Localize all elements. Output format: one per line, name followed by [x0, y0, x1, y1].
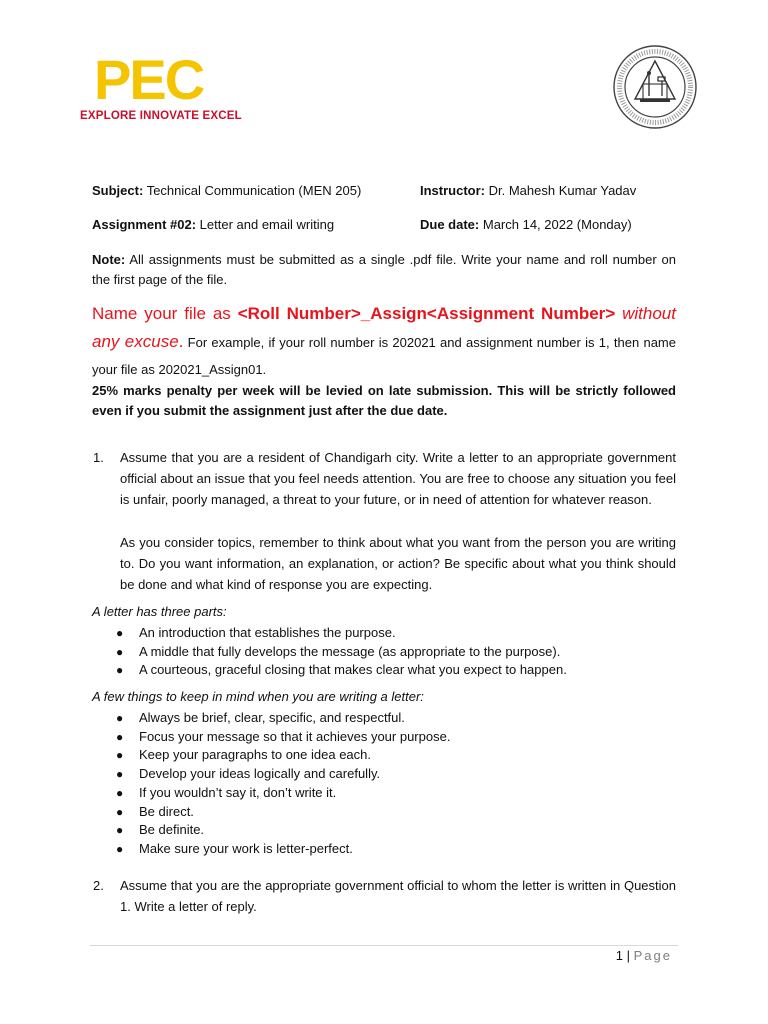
tips-list: [114, 709, 674, 859]
page-number: 1: [615, 948, 623, 963]
bullet-icon: ●: [116, 644, 124, 659]
list-item-text: An introduction that establishes the purpose.: [139, 625, 396, 640]
pec-logo: [78, 48, 248, 132]
list-item-text: A courteous, graceful closing that makes clear what you expect to happen.: [139, 662, 567, 678]
naming-lead: Name your file as: [92, 304, 238, 323]
due-date-value: March 14, 2022 (Monday): [482, 217, 632, 232]
bullet-icon: ●: [116, 729, 124, 744]
bullet-icon: ●: [116, 841, 124, 856]
list-item: [114, 709, 674, 728]
list-item: [114, 840, 674, 859]
logo-wordmark: PEC: [94, 48, 204, 111]
bullet-icon: ●: [116, 823, 124, 838]
bullet-icon: ●: [116, 804, 124, 819]
assignment-label: Assignment #02:: [92, 217, 197, 232]
note-paragraph: [92, 250, 676, 290]
assignment-value: Letter and email writing: [199, 217, 335, 232]
list-item-text: Keep your paragraphs to one idea each.: [139, 747, 372, 763]
question-2-text: Assume that you are the appropriate government official to whom the letter is written in Question 1. Write a letter of reply.: [120, 878, 676, 914]
subject-line: [92, 183, 361, 199]
naming-period: .: [178, 332, 184, 351]
naming-example: For example, if your roll number is 202021 and assignment number is 1, then name your file as 202021_Assign01.: [92, 335, 676, 377]
list-item-text: Always be brief, clear, specific, and respectful.: [139, 710, 405, 725]
list-item-text: Be direct.: [139, 803, 194, 819]
list-item: [114, 765, 674, 784]
list-item: [114, 624, 674, 643]
penalty-paragraph: 25% marks penalty per week will be levied on late submission. This will be strictly followed even if you submit the assignment just after the due date.: [92, 383, 676, 418]
naming-emphasis: without any excuse: [92, 304, 676, 351]
question-1-number: 1.: [93, 450, 104, 465]
list-item: [114, 803, 674, 822]
naming-pattern: <Roll Number>_Assign<Assignment Number>: [237, 304, 616, 323]
subject-label: Subject:: [92, 183, 144, 198]
due-date-label: Due date:: [420, 217, 480, 232]
footer-divider: [90, 945, 678, 946]
instructor-value: Dr. Mahesh Kumar Yadav: [488, 183, 637, 198]
bullet-icon: ●: [116, 626, 124, 640]
note-label: Note:: [92, 252, 126, 267]
note-text: All assignments must be submitted as a single .pdf file. Write your name and roll number on the first page of the file.: [92, 252, 676, 287]
page-footer: [616, 948, 672, 964]
list-item: [114, 821, 674, 840]
instructor-label: Instructor:: [420, 183, 485, 198]
list-item-text: If you wouldn’t say it, don’t write it.: [139, 784, 337, 800]
logo-tagline: EXPLORE INNOVATE EXCEL: [80, 110, 242, 122]
bullet-icon: ●: [116, 767, 124, 782]
list-item-text: Focus your message so that it achieves your purpose.: [139, 728, 451, 744]
tips-heading: A few things to keep in mind when you are writing a letter:: [92, 689, 424, 704]
list-item-text: Develop your ideas logically and carefully.: [139, 766, 381, 782]
bullet-icon: ●: [116, 785, 124, 800]
question-2-number: 2.: [93, 878, 104, 893]
bullet-icon: ●: [116, 748, 124, 763]
list-item-text: A middle that fully develops the message (as appropriate to the purpose).: [139, 643, 561, 659]
due-date-line: [420, 217, 632, 233]
list-item-text: Make sure your work is letter-perfect.: [139, 840, 353, 856]
list-item: [114, 784, 674, 803]
list-item: [114, 728, 674, 747]
question-1-text: Assume that you are a resident of Chandigarh city. Write a letter to an appropriate government official about an issue that you feel needs attention. You are free to choose any situation you feel is unfair, poorly managed, a threat to your future, or in need of attention for whatever reason.: [120, 450, 676, 507]
file-naming-paragraph: [92, 300, 676, 383]
list-item: [114, 643, 674, 662]
list-item: [114, 746, 674, 765]
list-item: [114, 661, 674, 680]
assignment-line: [92, 217, 334, 233]
page-separator: |: [626, 948, 630, 963]
list-item-text: Be definite.: [139, 822, 205, 838]
letter-parts-list: [114, 624, 674, 680]
college-seal-icon: [612, 44, 698, 130]
subject-value: Technical Communication (MEN 205): [146, 183, 362, 198]
bullet-icon: ●: [116, 663, 124, 678]
instructor-line: [420, 183, 636, 199]
page-label: Page: [633, 948, 672, 963]
letter-parts-heading: A letter has three parts:: [92, 604, 227, 619]
bullet-icon: ●: [116, 711, 124, 725]
question-1-followup: As you consider topics, remember to think about what you want from the person you are writing to. Do you want information, an explanation, or action? Be specific about what you think should be done and what kind of response you are expecting.: [120, 535, 676, 592]
